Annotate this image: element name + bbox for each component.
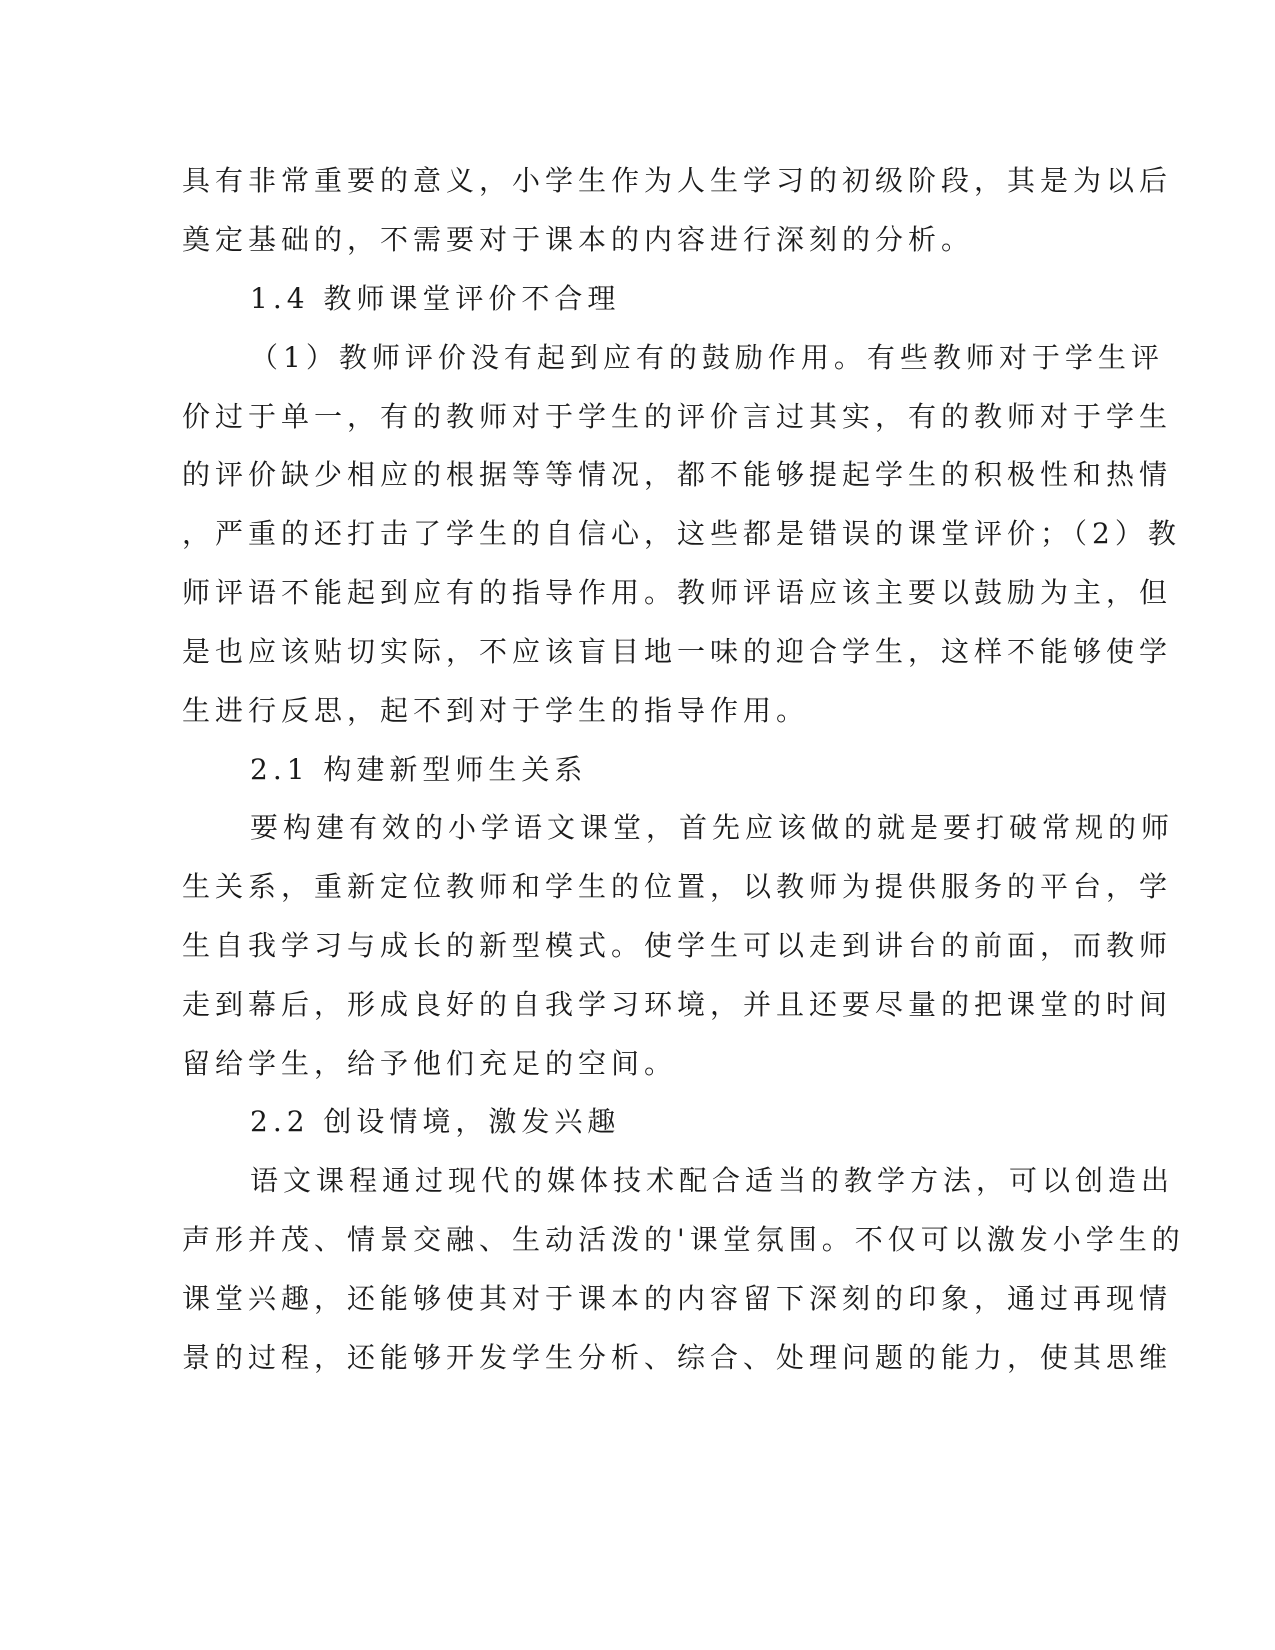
text-line: 生关系，重新定位教师和学生的位置，以教师为提供服务的平台，学 xyxy=(182,870,1173,903)
section-heading: 2.2 创设情境，激发兴趣 xyxy=(250,1105,621,1138)
text-line: （1）教师评价没有起到应有的鼓励作用。有些教师对于学生评 xyxy=(250,341,1164,374)
text-line: ，严重的还打击了学生的自信心，这些都是错误的课堂评价；（2）教 xyxy=(182,517,1181,550)
text-line: 是也应该贴切实际，不应该盲目地一味的迎合学生，这样不能够使学 xyxy=(182,635,1173,668)
section-heading: 1.4 教师课堂评价不合理 xyxy=(250,282,621,315)
text-line: 具有非常重要的意义，小学生作为人生学习的初级阶段，其是为以后 xyxy=(182,164,1173,197)
text-line: 师评语不能起到应有的指导作用。教师评语应该主要以鼓励为主，但 xyxy=(182,576,1173,609)
text-line: 的评价缺少相应的根据等等情况，都不能够提起学生的积极性和热情 xyxy=(182,458,1173,491)
text-line: 生进行反思，起不到对于学生的指导作用。 xyxy=(182,694,810,727)
text-line: 语文课程通过现代的媒体技术配合适当的教学方法，可以创造出 xyxy=(250,1164,1175,1197)
text-line: 景的过程，还能够开发学生分析、综合、处理问题的能力，使其思维 xyxy=(182,1341,1173,1374)
text-line: 声形并茂、情景交融、生动活泼的'课堂氛围。不仅可以激发小学生的 xyxy=(182,1223,1185,1256)
section-heading: 2.1 构建新型师生关系 xyxy=(250,753,588,786)
text-line: 价过于单一，有的教师对于学生的评价言过其实，有的教师对于学生 xyxy=(182,400,1173,433)
text-line: 奠定基础的，不需要对于课本的内容进行深刻的分析。 xyxy=(182,223,975,256)
text-line: 生自我学习与成长的新型模式。使学生可以走到讲台的前面，而教师 xyxy=(182,929,1173,962)
text-line: 留给学生，给予他们充足的空间。 xyxy=(182,1047,678,1080)
text-line: 走到幕后，形成良好的自我学习环境，并且还要尽量的把课堂的时间 xyxy=(182,988,1173,1021)
text-line: 课堂兴趣，还能够使其对于课本的内容留下深刻的印象，通过再现情 xyxy=(182,1282,1173,1315)
text-line: 要构建有效的小学语文课堂，首先应该做的就是要打破常规的师 xyxy=(250,811,1175,844)
